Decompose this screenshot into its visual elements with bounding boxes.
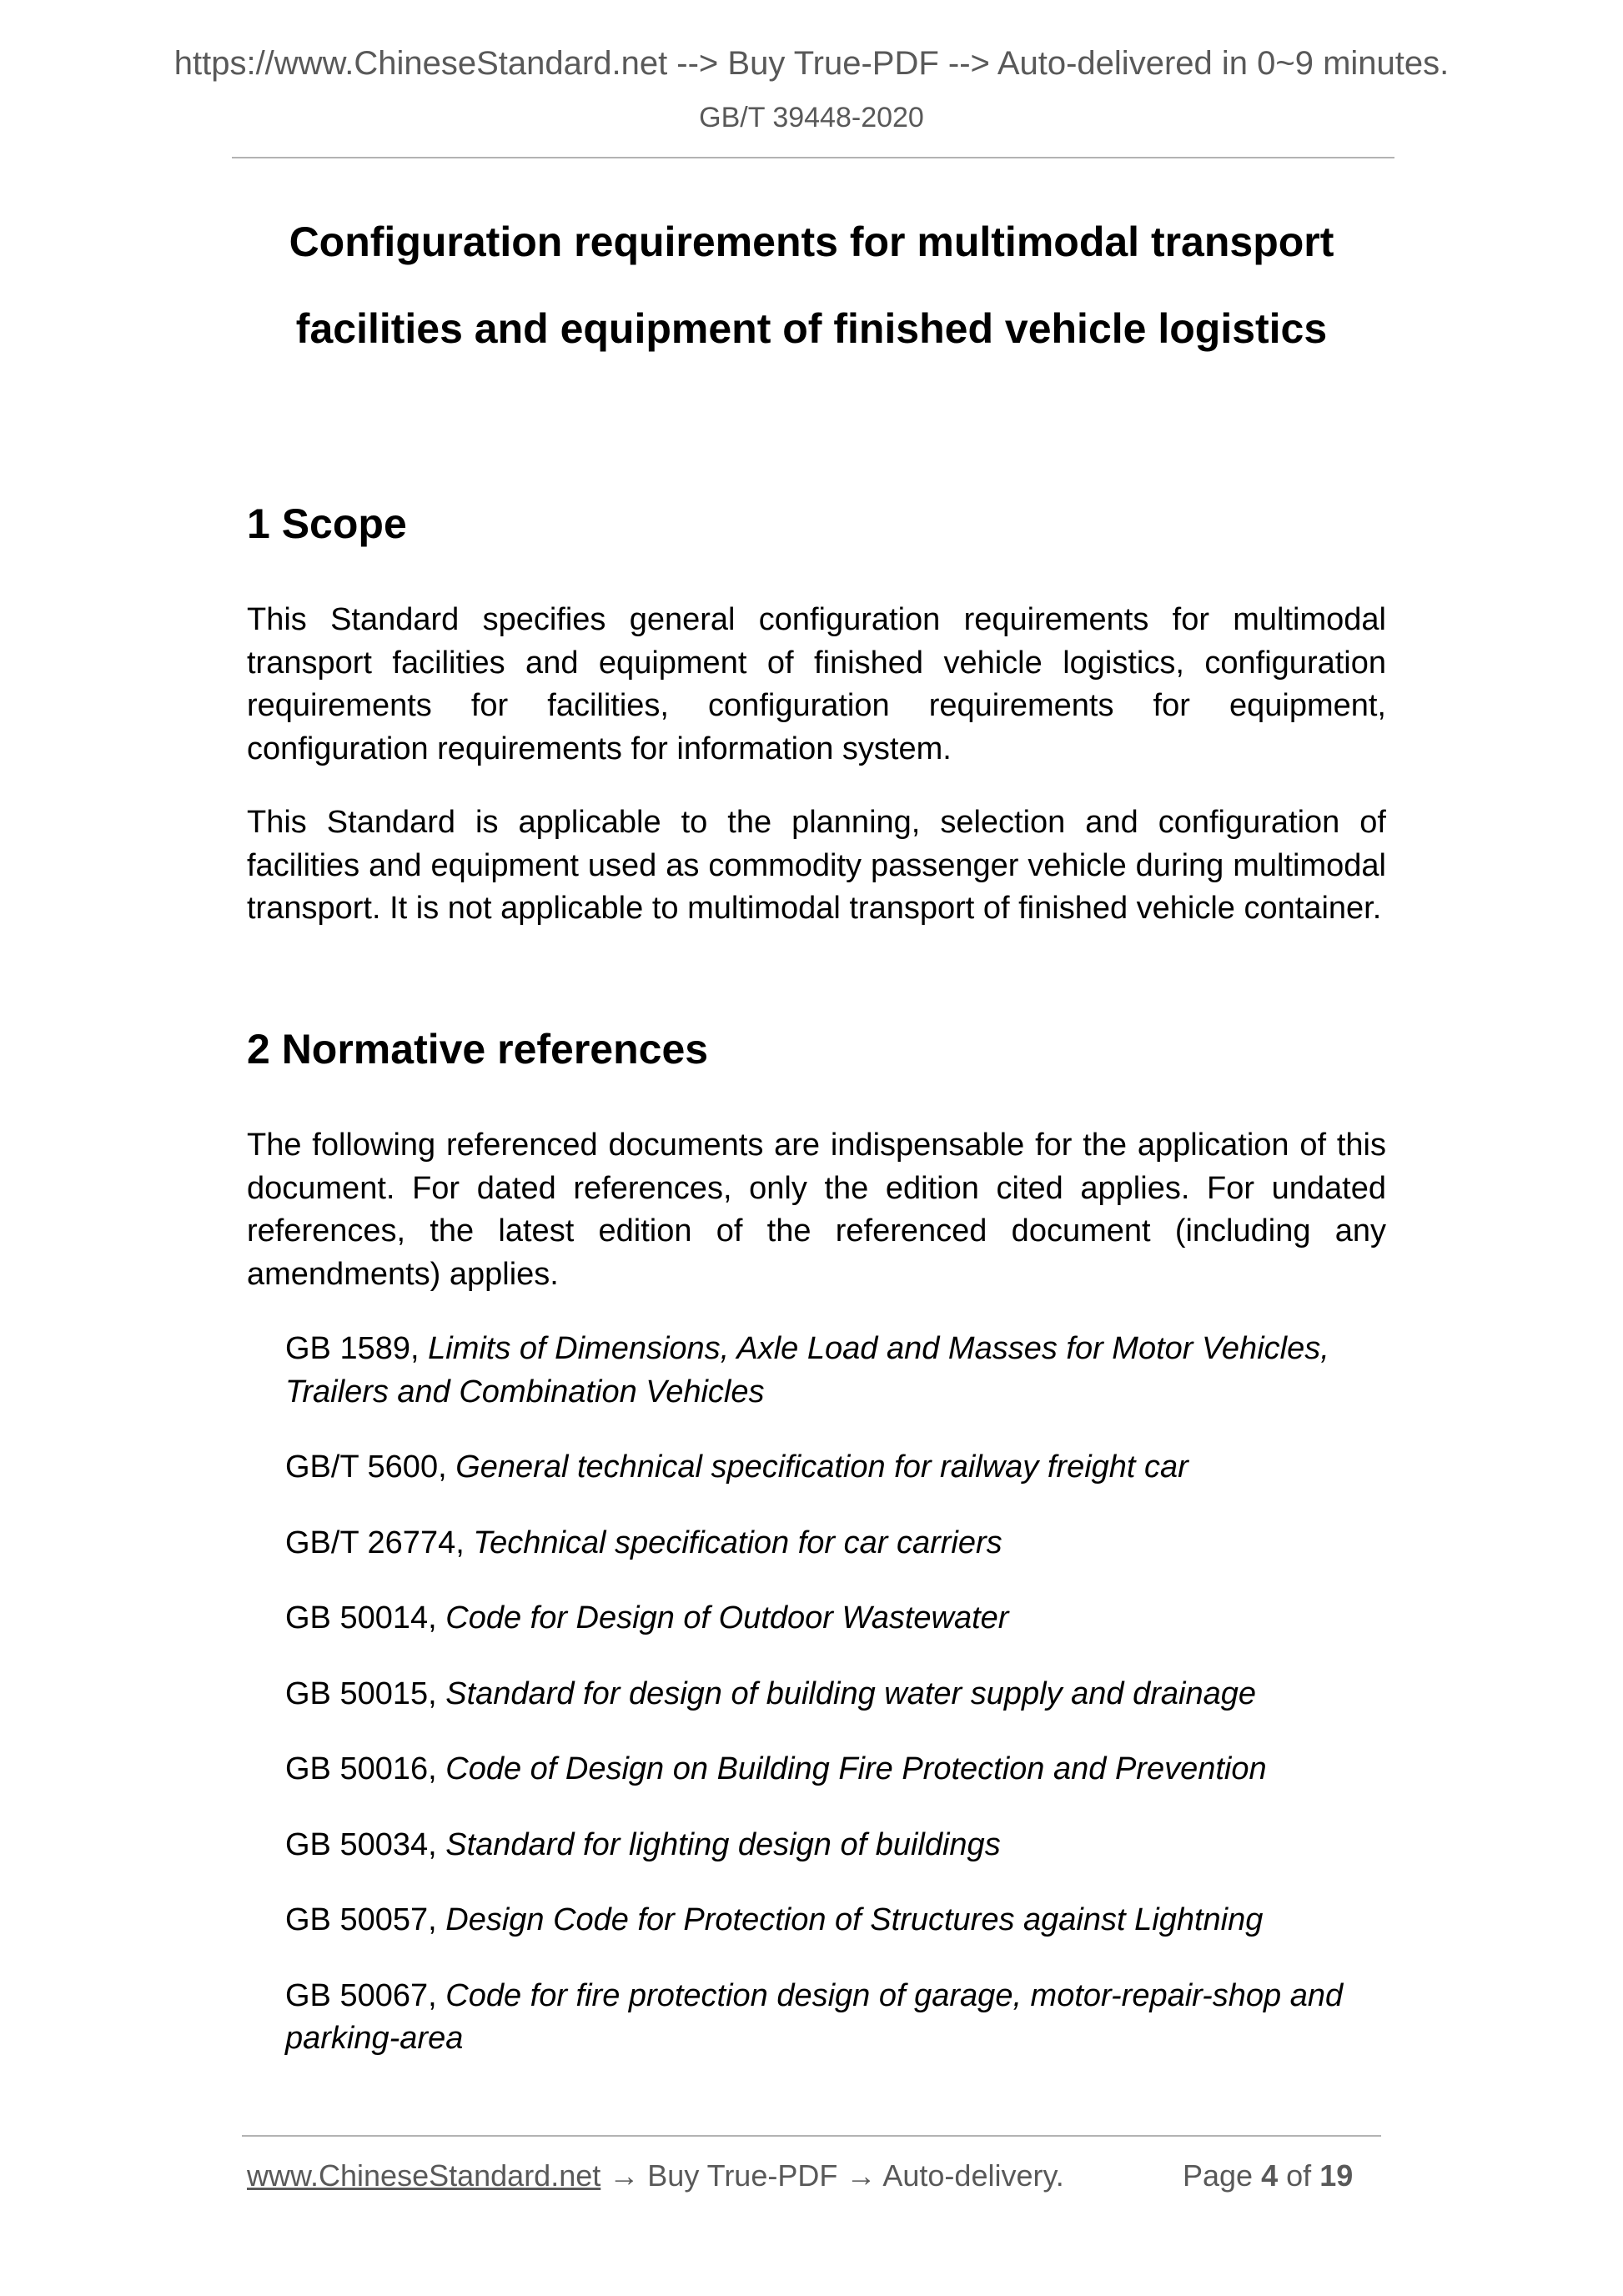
- footer-auto-text: Auto-delivery.: [882, 2158, 1064, 2193]
- scope-paragraph-1: This Standard specifies general configuration requirements for multimodal transport facilities and equipment of finished vehicle logistics, configuration requirements for facilities, configuration requirements for equipment, configuration requirements for information system.: [247, 602, 1386, 766]
- footer-of-label: of: [1286, 2158, 1312, 2193]
- header-standard-code: GB/T 39448-2020: [699, 102, 924, 133]
- reference-code: GB 50057,: [285, 1902, 437, 1937]
- reference-item: [285, 1975, 1388, 2061]
- reference-title: Code for Design of Outdoor Wastewater: [445, 1600, 1009, 1635]
- reference-item: [285, 1673, 1388, 1716]
- section-references-heading: 2 Normative references: [247, 1026, 709, 1073]
- reference-title: Technical specification for car carriers: [473, 1525, 1002, 1560]
- reference-title: Code of Design on Building Fire Protection and Prevention: [445, 1751, 1267, 1786]
- scope-paragraph-1-wrap: [247, 599, 1386, 771]
- reference-item: [285, 1328, 1388, 1414]
- reference-title: Code for fire protection design of garage, motor-repair-shop and parking-area: [285, 1977, 1344, 2056]
- reference-list: [285, 1328, 1388, 2093]
- reference-code: GB 1589,: [285, 1331, 420, 1366]
- document-title-line-2: facilities and equipment of finished vehicle logistics: [295, 305, 1328, 352]
- section-scope-heading: 1 Scope: [247, 500, 407, 547]
- reference-item: [285, 1522, 1388, 1565]
- reference-item: [285, 1824, 1388, 1867]
- footer-site-link[interactable]: www.ChineseStandard.net: [247, 2158, 601, 2193]
- section-normative-references: [247, 1024, 1386, 1074]
- reference-title: Standard for lighting design of buildings: [445, 1826, 1001, 1862]
- document-title-line-1: Configuration requirements for multimodal transport: [289, 219, 1334, 265]
- reference-title: Limits of Dimensions, Axle Load and Masses for Motor Vehicles, Trailers and Combination Vehicles: [285, 1331, 1329, 1409]
- arrow-right-icon: →: [846, 2158, 877, 2193]
- document-title: [167, 198, 1456, 372]
- reference-title: Design Code for Protection of Structures against Lightning: [445, 1902, 1264, 1937]
- reference-code: GB 50016,: [285, 1751, 437, 1786]
- references-intro-paragraph: The following referenced documents are indispensable for the application of this document. For dated references, only the edition cited applies. For undated references, the latest edition of the referenced document (including any amendments) applies.: [247, 1128, 1386, 1292]
- reference-title: Standard for design of building water supply and drainage: [445, 1676, 1257, 1711]
- reference-code: GB/T 5600,: [285, 1449, 447, 1485]
- footer-page-indicator: [1183, 2158, 1353, 2193]
- scope-paragraph-2: This Standard is applicable to the planning, selection and configuration of facilities and equipment used as commodity passenger vehicle during multimodal transport. It is not applicable to multimodal transport of finished vehicle container.: [247, 805, 1386, 926]
- footer-page-number: 4: [1261, 2158, 1279, 2193]
- reference-code: GB 50067,: [285, 1977, 437, 2013]
- footer-divider: [242, 2135, 1381, 2137]
- reference-item: [285, 1446, 1388, 1490]
- footer-page-label: Page: [1183, 2158, 1254, 2193]
- reference-code: GB 50015,: [285, 1676, 437, 1711]
- reference-code: GB/T 26774,: [285, 1525, 465, 1560]
- reference-item: [285, 1597, 1388, 1640]
- reference-code: GB 50014,: [285, 1600, 437, 1635]
- arrow-right-icon: →: [609, 2158, 640, 2193]
- header-url-line: https://www.ChineseStandard.net --> Buy True-PDF --> Auto-delivered in 0~9 minutes.: [173, 45, 1450, 82]
- scope-paragraph-2-wrap: [247, 801, 1386, 931]
- reference-item: [285, 1899, 1388, 1942]
- header-divider: [232, 157, 1394, 158]
- footer-buy-text: Buy True-PDF: [647, 2158, 838, 2193]
- section-scope: [247, 499, 1386, 549]
- reference-item: [285, 1748, 1388, 1791]
- footer-left: [247, 2158, 1064, 2193]
- references-intro-wrap: [247, 1124, 1386, 1296]
- footer-page-total: 19: [1319, 2158, 1354, 2193]
- reference-code: GB 50034,: [285, 1826, 437, 1862]
- reference-title: General technical specification for railway freight car: [455, 1449, 1188, 1485]
